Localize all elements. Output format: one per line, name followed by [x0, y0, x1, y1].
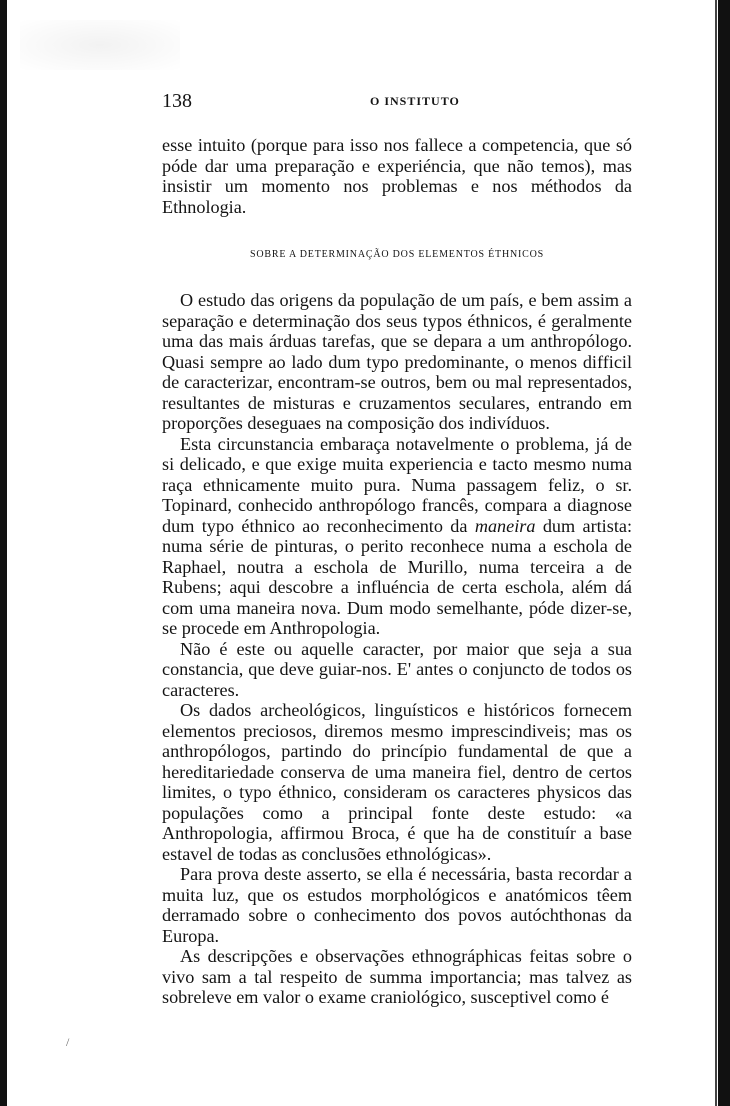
paragraph-continued: esse intuito (porque para isso nos fallece a competencia, que só póde dar uma preparação e experiéncia, que não temos), mas insistir um momento nos problemas e nos méthodos da Ethnologia. [162, 135, 632, 217]
paragraph-1: O estudo das origens da população de um país, e bem assim a separação e determinação dos seus typos éthnicos, é geralmente uma das mais árduas tarefas, que se depara a um anthropólogo. Quasi sempre ao lado dum typo predominante, o menos difficil de caracterizar, encontram-se outros, bem ou mal representados, resultantes de misturas e cruzamentos seculares, entrando em proporções deseguaes na composição dos indivíduos. [162, 290, 632, 433]
paragraph-5: Para prova deste asserto, se ella é necessária, basta recordar a muita luz, que os estudos morphológicos e anatómicos têem derramado sobre o conhecimento dos povos autóchthonas da Europa. [162, 864, 632, 946]
paragraph-2 [162, 434, 632, 639]
paragraph-4: Os dados archeológicos, linguísticos e históricos fornecem elementos preciosos, diremos mesmo imprescindiveis; mas os anthropólogos, partindo do princípio fundamental de que a hereditariedade conserva de uma maneira fiel, dentro de certos limites, o typo éthnico, consideram os caracteres physicos das populações como a principal fonte deste estudo: «a Anthropologia, affirmou Broca, é que ha de constituír a base estavel de todas as conclusões ethnológicas». [162, 700, 632, 864]
paragraph-2-italic: maneira [474, 515, 536, 536]
scan-edge-left [0, 0, 7, 1106]
paragraph-2-part-a: Esta circunstancia embaraça notavelmente o problema, já de si delicado, e que exige muita experiencia e tacto mesmo numa raça ethnicamente muito pura. Numa passagem feliz, o sr. Topinard, conhecido anthropólogo francês, compara a diagnose dum typo éthnico ao reconhecimento da [162, 433, 632, 536]
paragraph-2-part-b: dum artista: numa série de pinturas, o perito reconhece numa a eschola de Raphael, noutra a eschola de Murillo, numa terceira a de Rubens; aqui descobre a influéncia de certa eschola, além dá com uma maneira nova. Dum modo semelhante, póde dizer-se, se procede em Anthropologia. [162, 515, 632, 638]
paragraph-6: As descripções e observações ethnográphicas feitas sobre o vivo sam a tal respeito de summa importancia; mas talvez as sobreleve em valor o exame craniológico, susceptivel como é [162, 946, 632, 1007]
stray-pen-mark: / [66, 1035, 70, 1049]
scan-edge-right [718, 0, 730, 1106]
running-head [162, 90, 632, 120]
section-heading: SOBRE A DETERMINAÇÃO DOS ELEMENTOS ÉTHNICOS [250, 249, 544, 260]
running-title: O INSTITUTO [370, 94, 460, 108]
page-number: 138 [162, 90, 192, 112]
scan-smudge [20, 20, 180, 70]
scan-edge-right-inner [715, 0, 717, 1106]
paragraph-3: Não é este ou aquelle caracter, por maior que seja a sua constancia, que deve guiar-nos. E' antes o conjuncto de todos os caracteres. [162, 638, 632, 700]
book-page [162, 90, 632, 1008]
